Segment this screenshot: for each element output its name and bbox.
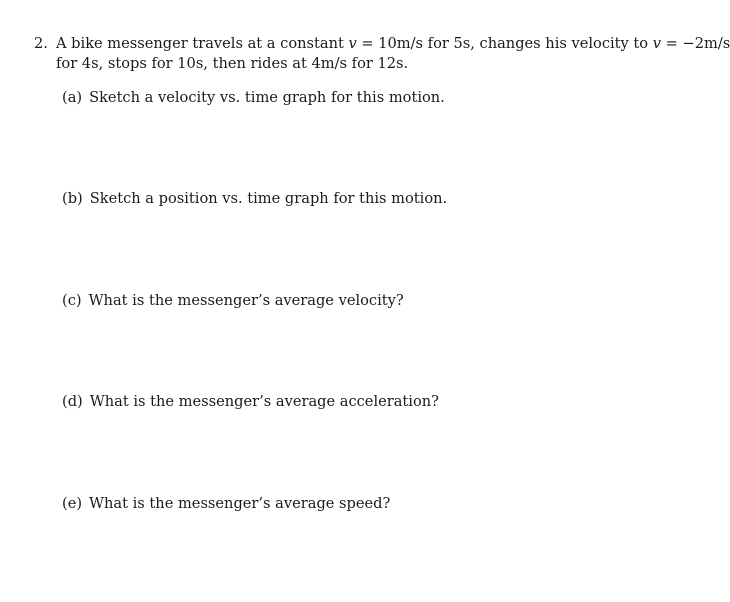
statement-velocity-2: = −2m/s [660,35,730,52]
statement-velocity-1: = 10m/s for 5s, changes his velocity to [356,35,653,52]
velocity-symbol-2: v [652,35,661,52]
part-c-label: (c) [62,292,82,309]
part-c [62,291,404,311]
part-d-text: What is the messenger’s average acceleration? [89,393,439,410]
part-e-text: What is the messenger’s average speed? [89,495,391,512]
part-d-label: (d) [62,393,83,410]
part-b-text: Sketch a position vs. time graph for this motion. [89,190,448,207]
problem-statement-line-1 [56,34,730,54]
part-b [62,189,447,209]
part-a [62,88,445,108]
part-e [62,494,390,514]
statement-intro: A bike messenger travels at a constant [56,35,349,52]
velocity-symbol-1: v [348,35,357,52]
part-a-text: Sketch a velocity vs. time graph for this motion. [89,89,445,106]
part-c-text: What is the messenger’s average velocity? [88,292,404,309]
part-d [62,392,439,412]
problem-number: 2. [34,35,48,52]
problem-statement-line-2: for 4s, stops for 10s, then rides at 4m/s for 12s. [56,55,409,72]
part-a-label: (a) [62,89,83,106]
part-e-label: (e) [62,495,83,512]
part-b-label: (b) [62,190,83,207]
